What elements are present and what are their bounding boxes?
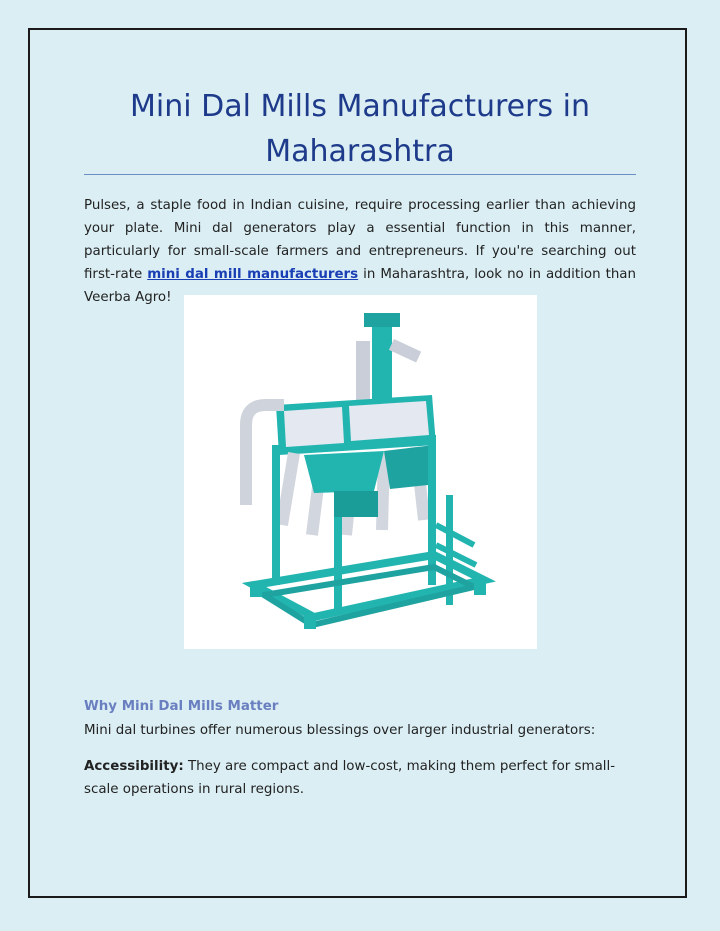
mini-dal-mill-manufacturers-link[interactable]: mini dal mill manufacturers	[147, 267, 359, 282]
accessibility-paragraph	[84, 755, 636, 801]
intro-text-end: in Maharashtra, look no in addition than Veerba Agro!	[84, 267, 636, 305]
intro-text-start: Pulses, a staple food in Indian cuisine, require processing earlier than achieving your plate. Mini dal generators play a essential function in this manner, particularly for small-scale farmers and entrepreneurs. If you're searching out first-rate	[84, 198, 636, 282]
section-heading: Why Mini Dal Mills Matter	[84, 699, 279, 714]
section-paragraph: Mini dal turbines offer numerous blessings over larger industrial generators:	[84, 723, 596, 738]
accessibility-text: They are compact and low-cost, making them perfect for small-scale operations in rural regions.	[84, 759, 616, 797]
page-title: Mini Dal Mills Manufacturers in Maharashtra	[129, 89, 590, 169]
dal-mill-machine-image	[184, 295, 537, 649]
accessibility-label: Accessibility:	[84, 759, 184, 774]
title-divider	[84, 174, 636, 175]
intro-paragraph	[84, 194, 636, 309]
